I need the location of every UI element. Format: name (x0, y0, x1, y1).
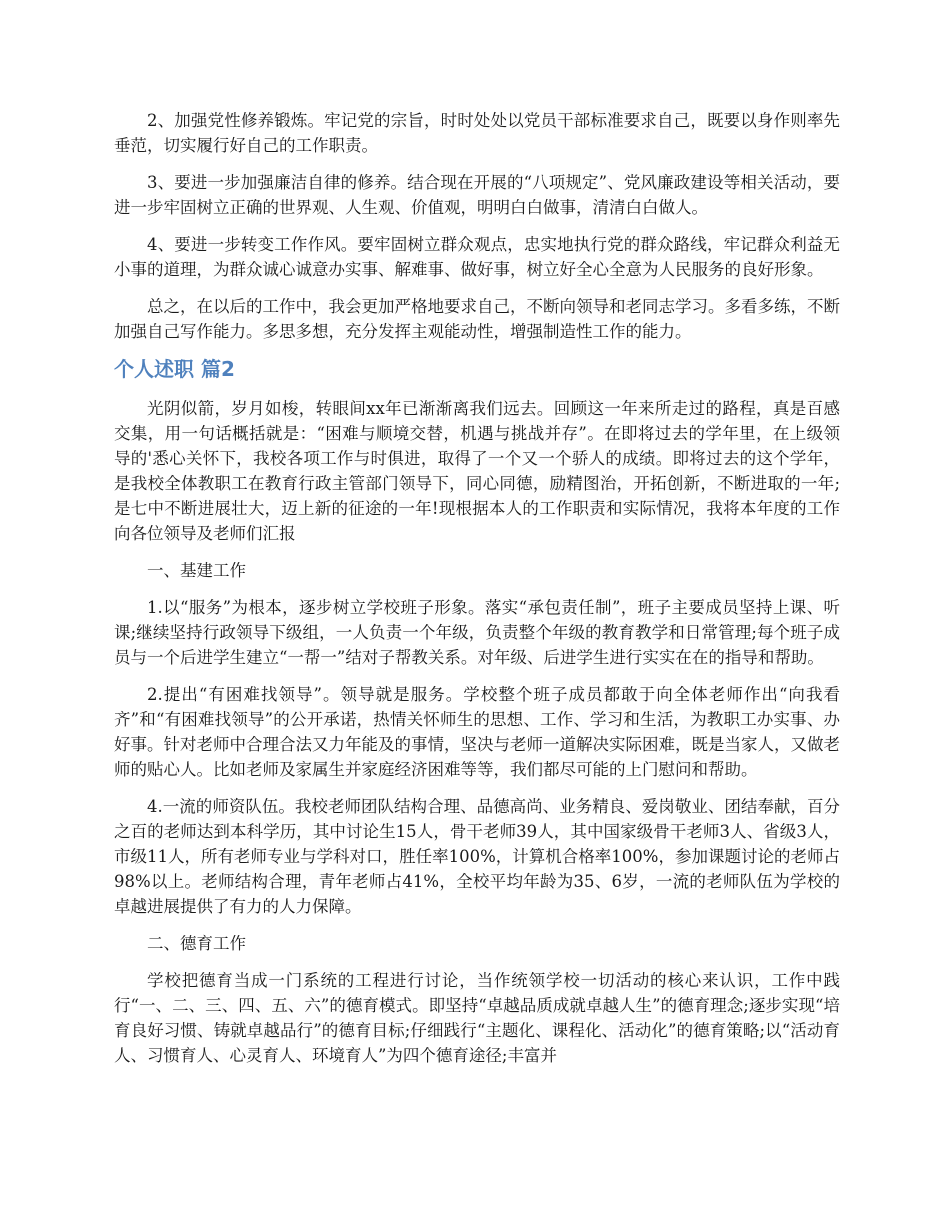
paragraph-opening: 光阴似箭，岁月如梭，转眼间xx年已渐渐离我们远去。回顾这一年来所走过的路程，真是百感交集，用一句话概括就是：“困难与顺境交替，机遇与挑战并存”。在即将过去的学年里，在上级领导的'悉心关怀下，我校各项工作与时俱进，取得了一个又一个骄人的成绩。即将过去的这个学年，是我校全体教职工在教育行政主管部门领导下，同心同德，励精图治，开拓创新，不断进取的一年;是七中不断进展壮大，迈上新的征途的一年!现根据本人的工作职责和实际情况，我将本年度的工作向各位领导及老师们汇报 (114, 399, 840, 543)
section-heading: 个人述职 篇2 (114, 357, 235, 381)
paragraph-summary: 总之，在以后的工作中，我会更加严格地要求自己，不断向领导和老同志学习。多看多练，不断加强自己写作能力。多思多想，充分发挥主观能动性，增强制造性工作的能力。 (114, 297, 840, 341)
paragraph-party-cultivation: 2、加强党性修养锻炼。牢记党的宗旨，时时处处以党员干部标准要求自己，既要以身作则率先垂范，切实履行好自己的工作职责。 (114, 111, 840, 155)
subheading-infrastructure: 一、基建工作 (147, 561, 246, 580)
subheading-moral-education: 二、德育工作 (147, 934, 246, 953)
paragraph-work-style: 4、要进一步转变工作作风。要牢固树立群众观点，忠实地执行党的群众路线，牢记群众利益无小事的道理，为群众诚心诚意办实事、解难事、做好事，树立好全心全意为人民服务的良好形象。 (114, 235, 840, 279)
paragraph-moral-education: 学校把德育当成一门系统的工程进行讨论，当作统领学校一切活动的核心来认识，工作中践行“一、二、三、四、五、六”的德育模式。即坚持“卓越品质成就卓越人生”的德育理念;逐步实现“培育良好习惯、铸就卓越品行”的德育目标;仔细践行“主题化、课程化、活动化”的德育策略;以“活动育人、习惯育人、心灵育人、环境育人”为四个德育途径;丰富并 (114, 971, 840, 1065)
paragraph-integrity: 3、要进一步加强廉洁自律的修养。结合现在开展的“八项规定”、党风廉政建设等相关活动，要进一步牢固树立正确的世界观、人生观、价值观，明明白白做事，清清白白做人。 (114, 173, 840, 217)
paragraph-item-4: 4.一流的师资队伍。我校老师团队结构合理、品德高尚、业务精良、爱岗敬业、团结奉献，百分之百的老师达到本科学历，其中讨论生15人，骨干老师39人，其中国家级骨干老师3人、省级3人，市级11人，所有老师专业与学科对口，胜任率100%，计算机合格率100%，参加课题讨论的老师占98%以上。老师结构合理，青年老师占41%，全校平均年龄为35、6岁，一流的老师队伍为学校的卓越进展提供了有力的人力保障。 (114, 797, 840, 916)
paragraph-item-1: 1.以“服务”为根本，逐步树立学校班子形象。落实“承包责任制”，班子主要成员坚持上课、听课;继续坚持行政领导下级组，一人负责一个年级，负责整个年级的教育教学和日常管理;每个班子成员与一个后进学生建立“一帮一”结对子帮教关系。对年级、后进学生进行实实在在的指导和帮助。 (114, 598, 840, 667)
paragraph-item-2: 2.提出“有困难找领导”。领导就是服务。学校整个班子成员都敢于向全体老师作出“向我看齐”和“有困难找领导”的公开承诺，热情关怀师生的思想、工作、学习和生活，为教职工办实事、办好事。针对老师中合理合法又力年能及的事情，坚决与老师一道解决实际困难，既是当家人，又做老师的贴心人。比如老师及家属生并家庭经济困难等等，我们都尽可能的上门慰问和帮助。 (114, 685, 840, 779)
